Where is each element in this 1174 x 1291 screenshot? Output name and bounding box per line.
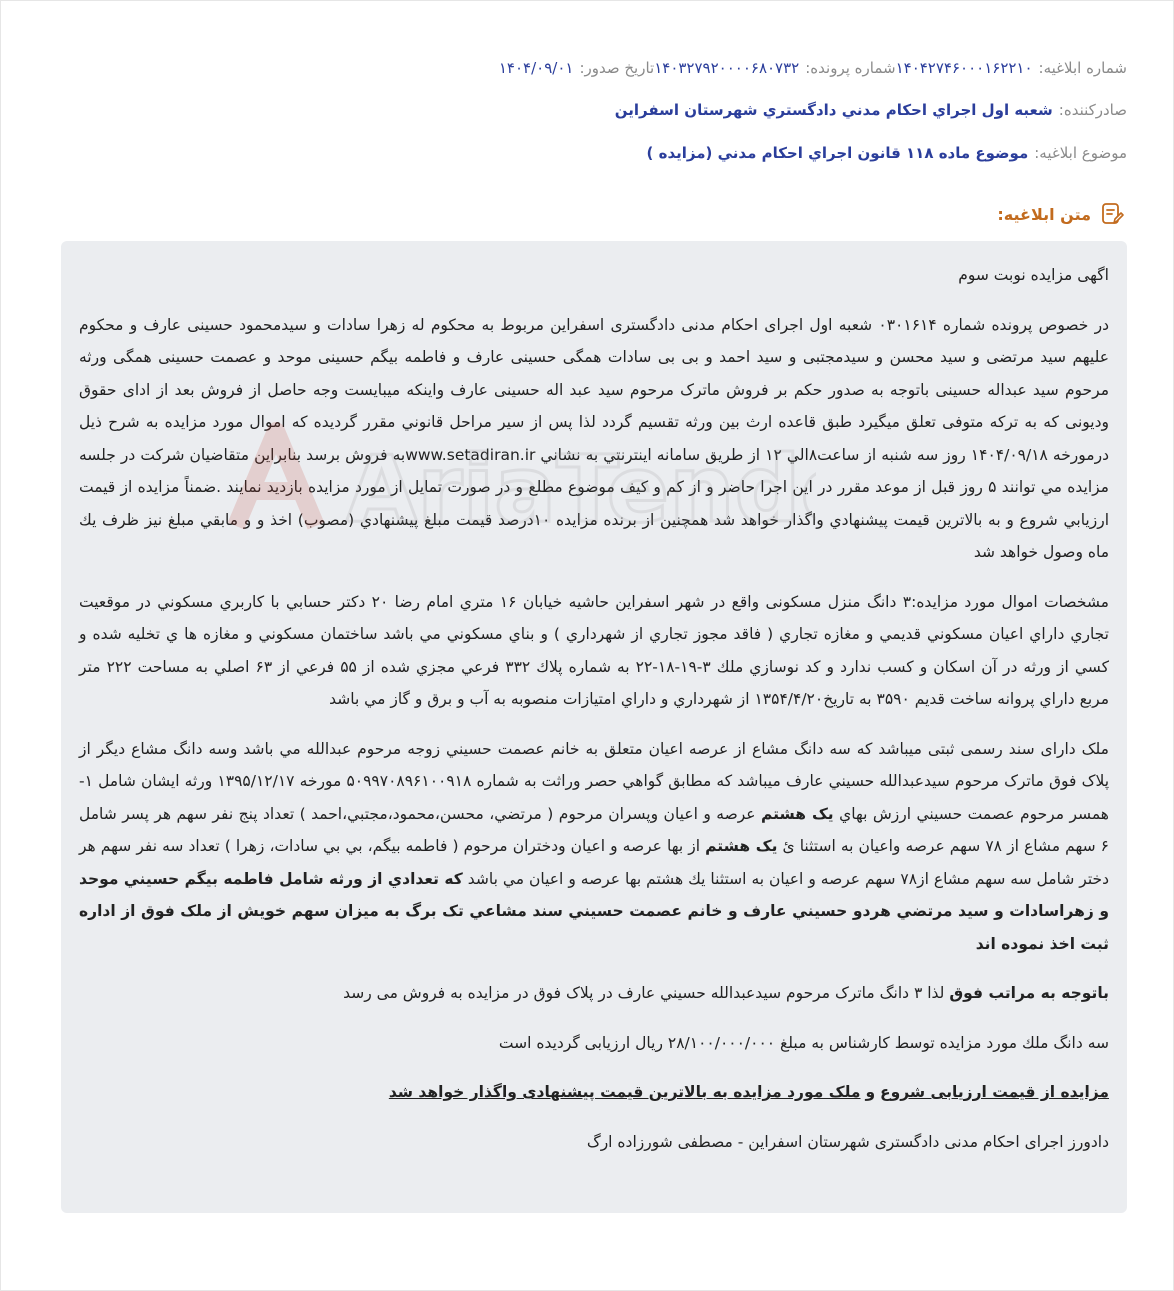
- issue-date: ۱۴۰۴/۰۹/۰۱: [498, 59, 574, 77]
- notice-text-title: متن ابلاغیه:: [997, 204, 1091, 224]
- subject-row: [47, 144, 1127, 162]
- auction-rule-b: و: [865, 1083, 876, 1101]
- auction-rule-a: مزایده از قیمت ارزیابی شروع: [880, 1083, 1109, 1101]
- ownership-bold-d: يک هشتم: [705, 837, 778, 855]
- ownership-text-a: ملک دارای سند رسمی ثبتی میباشد که سه دانگ مشاع از عرصه اعيان متعلق به خانم عصمت حسيني زوجه مرحوم عبدالله مي باشد وسه دانگ مشاع ديگر از پلاک فوق ماترک مرحوم سيدعبدالله حسيني عارف ميباشد که مطابق گواهي حصر وراثت به شماره ۵۰۹۹۷۰۸۹۶۱۰۰۹۱۸ مورخه ۱۳۹۵/۱۲/۱۷ ورثه ايشان شامل ۱-همسر مرحوم عصمت حسيني ارزش بهاي: [79, 739, 1110, 823]
- issuer: شعبه اول اجراي احكام مدني دادگستري شهرستان اسفراين: [614, 101, 1053, 119]
- ownership-bold-f: که تعدادي از ورثه شامل فاطمه بيگم حسيني موحد و زهراسادات و سيد مرتضي هردو حسيني عارف و خانم عصمت حسيني سند مشاعي تک برگ به ميزان سهم خويش از ملک فوق از اداره ثبت اخذ نموده اند: [79, 869, 1109, 953]
- issue-date-group: [499, 59, 654, 77]
- subject: موضوع ماده ۱۱۸ قانون اجراي احكام مدني (مزايده ): [646, 144, 1029, 162]
- notice-heading: اگهی مزایده نوبت سوم: [958, 266, 1109, 284]
- case-number: ۱۴۰۳۲۷۹۲۰۰۰۰۶۸۰۷۳۲: [654, 59, 800, 77]
- notice-number-group: [896, 59, 1127, 77]
- sale-text: لذا ۳ دانگ ماترک مرحوم سيدعبدالله حسيني عارف در پلاک فوق در مزايده به فروش می رسد: [343, 984, 945, 1002]
- sale-bold: باتوجه به مراتب فوق: [949, 984, 1109, 1002]
- paragraph-auction-rule: [79, 1076, 1109, 1109]
- issuer-label: صادرکننده:: [1058, 101, 1127, 119]
- notice-number: ۱۴۰۴۲۷۴۶۰۰۰۱۶۲۲۱۰: [895, 59, 1033, 77]
- notice-body: [61, 241, 1127, 1213]
- case-number-label: شماره پرونده:: [805, 59, 896, 77]
- paragraph-signature: دادورز اجرای احکام مدنی دادگستری شهرستان اسفراین - مصطفی شورزاده ارگ: [586, 1132, 1109, 1151]
- case-number-group: [654, 59, 895, 77]
- issue-date-label: تاریخ صدور:: [579, 59, 655, 77]
- paragraph-property-specs: مشخصات اموال مورد مزايده:۳ دانگ منزل مسکونی واقع در شهر اسفراين حاشيه خيابان ۱۶ متري امام رضا ۲۰ دكتر حسابي با كاربري مسكوني در موقعيت تجاري داراي اعيان مسكوني قديمي و مغازه تجاري ( فاقد مجوز تجاري از شهرداري ) و بناي مسكوني مي باشد ساختمان مسكوني و مغازه ها ي تخليه شده و كسي از ورثه در آن اسكان و كسب ندارد و كد نوسازي ملك ۳-۱۹-۱۸-۲۲ به شماره پلاك ۳۳۲ فرعي مجزي شده از ۵۵ فرعي از ۶۳ اصلي به مساحت ۲۲۲ متر مربع داراي پروانه ساخت قديم ۳۵۹۰ به تاريخ۱۳۵۴/۴/۲۰ از شهرداري و داراي امتيازات منصوبه به آب و برق و گاز مي باشد: [79, 592, 1109, 708]
- paragraph-intro: در خصوص پرونده شماره ۰۳۰۱۶۱۴ شعبه اول اجرای احکام مدنی دادگستری اسفراین مربوط به محکوم له زهرا سادات و سیدمحمود حسینی عارف و محکوم علیهم سید مرتضی و سید محسن و سیدمجتبی و سید احمد و بی بی سادات همگی حسینی عارف و فاطمه بیگم حسینی موحد و عصمت حسینی همگی ورثه مرحوم سید عبداله حسینی باتوجه به صدور حکم بر فروش ماترک مرحوم سید عبد اله حسینی عارف واینکه میبایست وجه حاصل از فروش بعد از ادای حقوق ودیونی که به ترکه متوفی تعلق میگیرد طبق قاعده ارث بین ورثه تقسیم گردد لذا پس از سير مراحل قانوني مقرر گرديده كه اموال مورد مزايده به شرح ذيل درمورخه ۱۴۰۴/۰۹/۱۸ روز سه شنبه از ساعت۸الي ۱۲ از طريق سامانه اينترنتي به نشاني www.setadiran.irبه فروش برسد بنابراين متقاضيان شركت در جلسه مزايده مي توانند ۵ روز قبل از موعد مقرر در اين اجرا حاضر و از كم و كيف موضوع مطلع و در صورت تمايل از مورد مزايده بازديد نمايند .ضمناً مزايده از قيمت ارزيابي شروع و به بالاترين قيمت پيشنهادي واگذار خواهد شد همچنين از برنده مزايده ۱۰درصد قيمت مبلغ پيشنهادي (مصوب) اخذ و و مابقي مبلغ نيز ظرف يك ماه وصول خواهد شد: [79, 315, 1110, 561]
- ownership-text-e: از بها عرصه و اعيان ودختران مرحوم ( فاطمه بيگم، بي بي سادات، زهرا ) تعداد سه نفر سهم هر دختر شامل سه سهم مشاع از۷۸ سهم عرصه و اعيان به استثنا يك هشتم بها عرصه و اعيان مي باشد: [79, 837, 1109, 888]
- document-edit-icon: [1099, 201, 1125, 227]
- paragraph-sale: [79, 977, 1109, 1010]
- header-numbers-row: [47, 59, 1127, 77]
- subject-label: موضوع ابلاغیه:: [1034, 144, 1127, 162]
- notice-text-heading: [997, 201, 1125, 227]
- ownership-text-c: عرصه و اعيان وپسران مرحوم ( مرتضي، محسن،محمود،مجتبي،احمد ) تعداد پنج نفر سهم هر پسر شامل ۶ سهم مشاع از ۷۸ سهم عرصه واعيان به استثنا ئ: [79, 804, 1109, 855]
- paragraph-ownership: [79, 733, 1109, 961]
- paragraph-appraisal: سه دانگ ملك مورد مزايده توسط كارشناس به مبلغ ۲۸/۱۰۰/۰۰۰/۰۰۰ ريال ارزيابی گرديده است: [498, 1033, 1109, 1052]
- ownership-bold-a: يک هشتم: [761, 804, 834, 823]
- notice-number-label: شماره ابلاغیه:: [1038, 59, 1127, 77]
- auction-rule-c: ملک مورد مزایده به بالاترین قیمت پیشنهادی واگذار خواهد شد: [388, 1083, 861, 1101]
- issuer-row: [47, 101, 1127, 119]
